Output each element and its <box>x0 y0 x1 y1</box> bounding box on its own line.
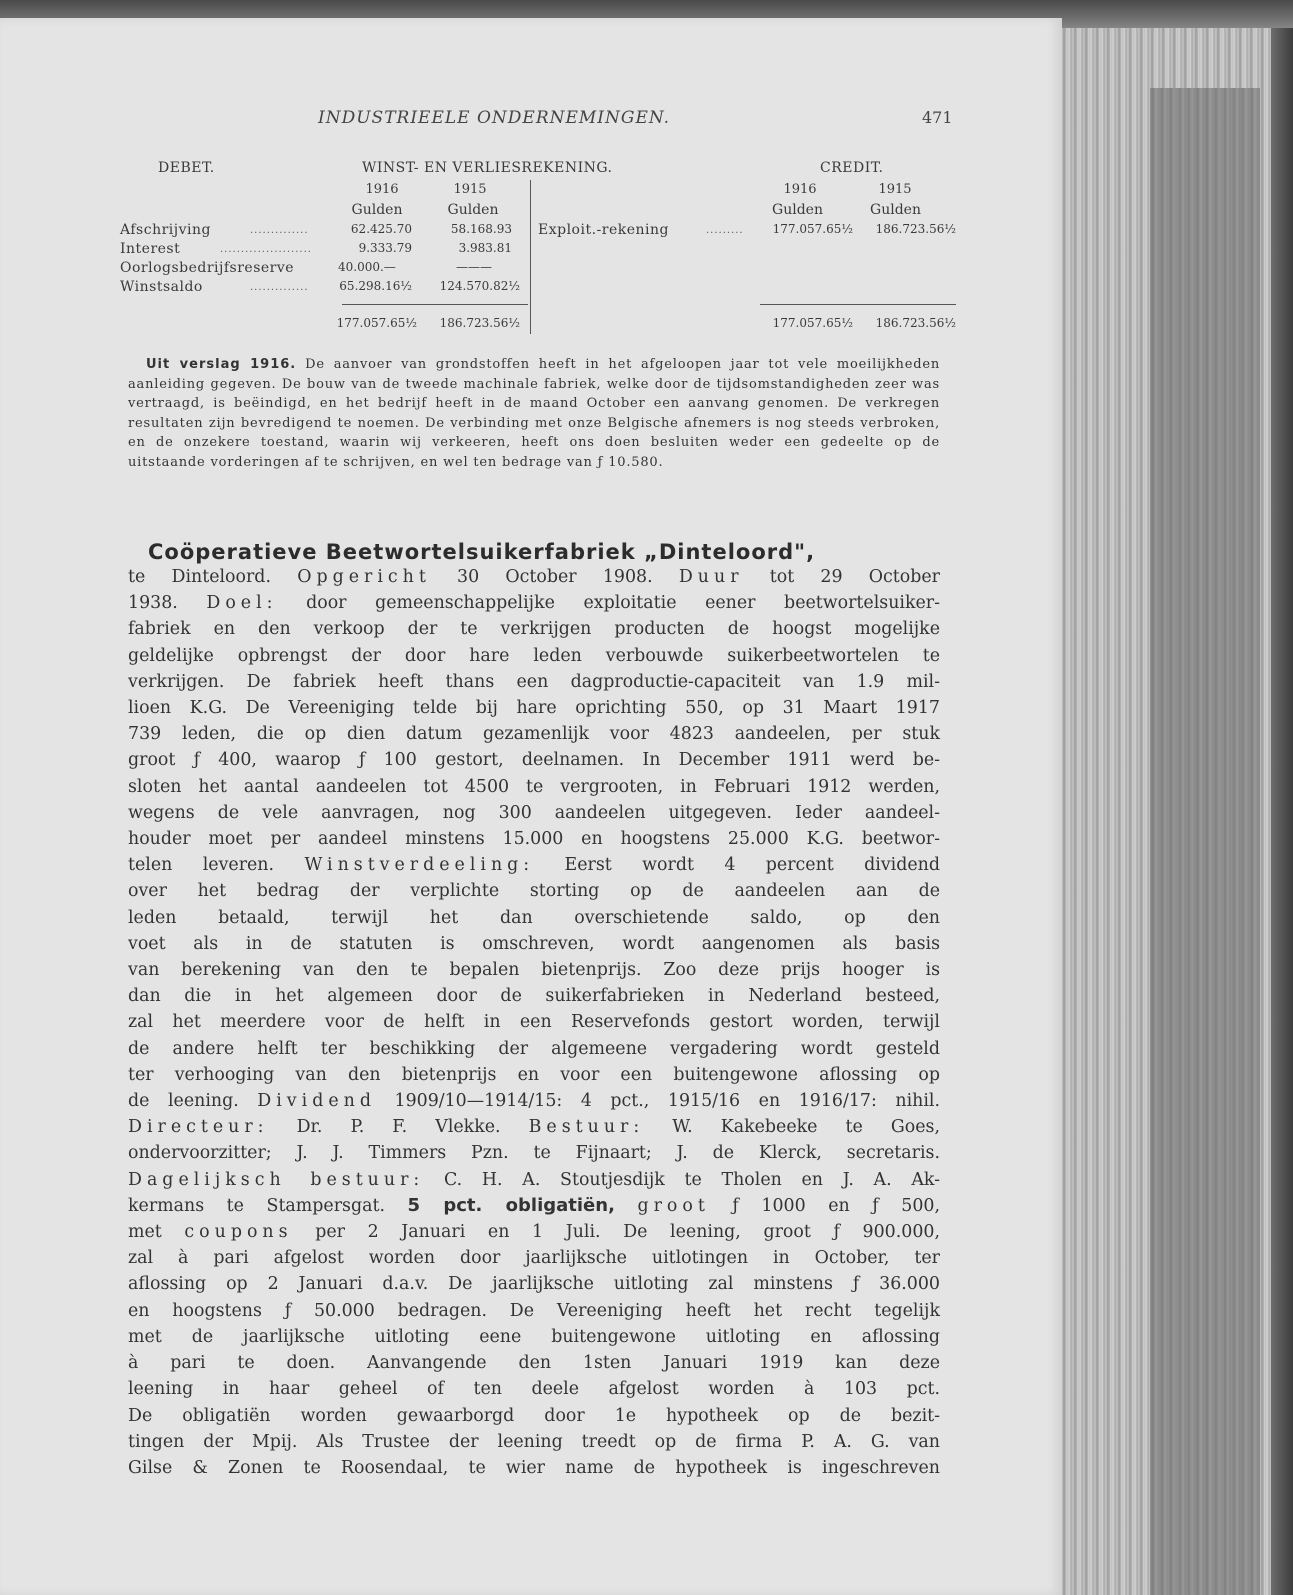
text-run: leening in haar geheel of ten deele afgelost worden à 103 pct. <box>128 1379 940 1400</box>
debet-total-rule <box>342 304 528 305</box>
credit-currency-1916: Gulden <box>772 202 823 218</box>
value-1915: 3.983.81 <box>458 241 512 255</box>
value-1915: 186.723.56½ <box>875 222 956 236</box>
book-page-edges <box>1055 28 1293 1595</box>
running-head: INDUSTRIEELE ONDERNEMINGEN. <box>318 108 671 128</box>
company-description <box>128 564 940 1481</box>
credit-total-rule <box>760 304 956 305</box>
text-line <box>128 1455 940 1481</box>
text-run: met <box>128 1222 185 1243</box>
spaced-keyword: Winstverdeeling: <box>304 855 535 876</box>
text-run: fabriek en den verkoop der te verkrijgen producten de hoogst mogelijke <box>128 619 940 640</box>
text-line <box>128 1088 940 1114</box>
text-run: Dr. P. F. Vlekke. <box>268 1117 529 1138</box>
text-line <box>128 957 940 983</box>
value-1916: 65.298.16½ <box>339 279 412 293</box>
text-run: leden betaald, terwijl het dan overschietende saldo, op den <box>128 907 940 928</box>
text-run: door gemeenschappelijke exploitatie eener beetwortelsuiker- <box>277 593 940 614</box>
ledger-row <box>538 222 958 241</box>
text-run: De obligatiën worden gewaarborgd door 1e hypotheek op de bezit- <box>128 1405 940 1426</box>
text-run: C. H. A. Stoutjesdijk te Tholen en J. A. Ak- <box>424 1169 940 1190</box>
page-edges-shadow <box>1150 88 1260 1595</box>
text-line <box>128 616 940 642</box>
debet-year-1916: 1916 <box>365 182 399 197</box>
text-run: 30 October 1908. <box>430 567 679 587</box>
text-line <box>128 643 940 669</box>
value-1916: 62.425.70 <box>350 222 412 236</box>
text-line <box>128 983 940 1009</box>
spaced-keyword: Directeur: <box>128 1117 269 1138</box>
ledger-row <box>120 241 960 260</box>
spaced-keyword: groot <box>637 1195 710 1216</box>
text-run: dan die in het algemeen door de suikerfabrieken in Nederland besteed, <box>128 986 940 1007</box>
text-run: W. Kakebeeke te Goes, <box>644 1117 940 1138</box>
text-line <box>128 1324 940 1350</box>
text-run: 739 leden, die op dien datum gezamenlijk voor 4823 aandeelen, per stuk <box>128 724 940 745</box>
text-line <box>128 878 940 904</box>
bold-keyword: 5 pct. obligatiën, <box>407 1194 615 1216</box>
spaced-keyword: Dividend <box>257 1091 376 1112</box>
text-run: ter verhooging van den bietenprijs en voor een buitengewone aflossing op <box>128 1064 940 1085</box>
text-run: de andere helft ter beschikking der algemeene vergadering wordt gesteld <box>128 1038 940 1059</box>
text-line <box>128 1036 940 1062</box>
leader-dots: .............. <box>250 225 309 236</box>
value-1916: 177.057.65½ <box>772 222 853 236</box>
annual-report-excerpt <box>128 355 940 473</box>
text-line <box>128 721 940 747</box>
report-lead: Uit verslag 1916. <box>146 357 297 372</box>
text-line <box>128 564 940 590</box>
debet-currency-1915: Gulden <box>447 202 499 218</box>
text-line <box>128 1167 940 1193</box>
text-run: met de jaarlijksche uitloting eene buitengewone uitloting en aflossing <box>128 1326 940 1347</box>
debet-total-1915: 186.723.56½ <box>439 316 520 330</box>
row-label: Winstsaldo <box>120 279 203 295</box>
text-line <box>128 931 940 957</box>
value-1915: 58.168.93 <box>450 222 512 236</box>
book-cover-edge <box>1271 28 1293 1595</box>
value-1916: 40.000.— <box>338 260 396 274</box>
text-line <box>128 1376 940 1402</box>
text-run: telen leveren. <box>128 855 305 876</box>
credit-year-1915: 1915 <box>878 182 912 197</box>
debet-label: DEBET. <box>158 160 215 176</box>
text-run <box>615 1196 638 1216</box>
text-line <box>128 1271 940 1297</box>
text-line <box>128 826 940 852</box>
debet-currency-1916: Gulden <box>351 202 403 218</box>
credit-currency-1915: Gulden <box>870 202 921 218</box>
page-number: 471 <box>922 108 953 127</box>
spaced-keyword: Opgericht <box>297 567 431 587</box>
text-line <box>128 1403 940 1429</box>
row-label: Afschrijving <box>120 222 211 238</box>
row-label: Oorlogsbedrijfsreserve <box>120 260 295 276</box>
row-label: Interest <box>120 241 181 257</box>
text-run: geldelijke opbrengst der door hare leden verbouwde suikerbeetwortelen te <box>128 645 940 666</box>
text-line <box>128 905 940 931</box>
debet-total-1916: 177.057.65½ <box>336 316 417 330</box>
text-run: te Dinteloord. <box>128 567 298 587</box>
text-run: van berekening van den te bepalen bietenprijs. Zoo deze prijs hooger is <box>128 960 940 981</box>
text-run: ondervoorzitter; J. J. Timmers Pzn. te Fijnaart; J. de Klerck, secretaris. <box>128 1143 940 1164</box>
text-line <box>128 669 940 695</box>
company-title: Coöperatieve Beetwortelsuikerfabriek „Dinteloord", <box>148 540 816 564</box>
text-line <box>128 1009 940 1035</box>
text-line <box>128 1350 940 1376</box>
text-run: per 2 Januari en 1 Juli. De leening, groot ƒ 900.000, <box>292 1222 940 1243</box>
text-run: voet als in de statuten is omschreven, wordt aangenomen als basis <box>128 933 940 954</box>
text-run: zal à pari afgelost worden door jaarlijksche uitlotingen in October, ter <box>128 1248 940 1269</box>
text-line <box>128 800 940 826</box>
text-line <box>128 1298 940 1324</box>
ledger-title: WINST- EN VERLIESREKENING. <box>362 160 613 176</box>
text-line <box>128 852 940 878</box>
ledger-row <box>120 279 960 298</box>
text-line <box>128 1245 940 1271</box>
credit-total-1916: 177.057.65½ <box>772 316 853 330</box>
debet-year-1915: 1915 <box>453 182 487 197</box>
text-run: à pari te doen. Aanvangende den 1sten Januari 1919 kan deze <box>128 1353 940 1374</box>
credit-total-1915: 186.723.56½ <box>875 316 956 330</box>
spaced-keyword: Doel: <box>206 593 278 614</box>
text-run: over het bedrag der verplichte storting op de aandeelen aan de <box>128 881 940 902</box>
text-line <box>128 774 940 800</box>
text-line <box>128 695 940 721</box>
spaced-keyword: coupons <box>184 1222 293 1243</box>
text-line <box>128 747 940 773</box>
text-run: aflossing op 2 Januari d.a.v. De jaarlijksche uitloting zal minstens ƒ 36.000 <box>128 1274 940 1295</box>
text-run: 1909/10—1914/15: 4 pct., 1915/16 en 1916/17: nihil. <box>375 1091 940 1112</box>
leader-dots: ...................... <box>220 244 312 255</box>
value-1915: 124.570.82½ <box>439 279 520 293</box>
text-line <box>128 1114 940 1140</box>
value-1915: ——— <box>456 260 492 274</box>
spaced-keyword: Dagelijksch bestuur: <box>128 1169 425 1190</box>
text-run: tingen der Mpij. Als Trustee der leening treedt op de firma P. A. G. van <box>128 1431 940 1452</box>
credit-year-1916: 1916 <box>783 182 817 197</box>
text-line <box>128 1219 940 1245</box>
text-run: tot 29 October <box>743 567 940 587</box>
text-run: Eerst wordt 4 percent dividend <box>534 855 940 876</box>
text-run: Gilse & Zonen te Roosendaal, te wier name de hypotheek is ingeschreven <box>128 1457 940 1478</box>
row-label: Exploit.-rekening <box>538 222 669 238</box>
text-run: ƒ 1000 en ƒ 500, <box>709 1195 941 1216</box>
text-run: en hoogstens ƒ 50.000 bedragen. De Vereeniging heeft het recht tegelijk <box>128 1300 940 1321</box>
text-line <box>128 1062 940 1088</box>
leader-dots: ......... <box>706 225 744 236</box>
text-run: lioen K.G. De Vereeniging telde bij hare oprichting 550, op 31 Maart 1917 <box>128 698 940 719</box>
spaced-keyword: Bestuur: <box>528 1117 645 1138</box>
ledger-total-row <box>538 316 958 335</box>
text-line <box>128 1140 940 1166</box>
credit-label: CREDIT. <box>820 160 884 176</box>
text-run: groot ƒ 400, waarop ƒ 100 gestort, deelnamen. In December 1911 werd be- <box>128 750 940 771</box>
value-1916: 9.333.79 <box>358 241 412 255</box>
text-run: verkrijgen. De fabriek heeft thans een dagproductie-capaciteit van 1.9 mil- <box>128 671 940 692</box>
text-line <box>128 1193 940 1219</box>
ledger-row <box>120 260 960 279</box>
text-run: de leening. <box>128 1091 258 1112</box>
text-run: 1938. <box>128 593 207 614</box>
text-line <box>128 1429 940 1455</box>
leader-dots: .............. <box>250 282 309 293</box>
text-line <box>128 590 940 616</box>
text-run: wegens de vele aanvragen, nog 300 aandeelen uitgegeven. Ieder aandeel- <box>128 802 940 823</box>
text-run: sloten het aantal aandeelen tot 4500 te vergrooten, in Februari 1912 werden, <box>128 776 940 797</box>
report-text: De aanvoer van grondstoffen heeft in het afgeloopen jaar tot vele moeilijkheden aanleiding gegeven. De bouw van de tweede machinale fabriek, welke door de tijdsomstandigheden zeer was vertraagd, is beëindigd, en het bedrijf heeft in de maand October een aanvang genomen. De verkregen resultaten zijn bevredigend te noemen. De verbinding met onze Belgische afnemers is nog steeds verbroken, en de onzekere toestand, waarin wij verkeeren, heeft ons doen besluiten weder een gedeelte op de uitstaande vorderingen af te schrijven, en wel ten bedrage van ƒ 10.580. <box>128 357 940 470</box>
text-run: houder moet per aandeel minstens 15.000 en hoogstens 25.000 K.G. beetwor- <box>128 829 940 850</box>
text-run: zal het meerdere voor de helft in een Reservefonds gestort worden, terwijl <box>128 1012 940 1033</box>
spaced-keyword: Duur <box>678 567 744 587</box>
text-run: kermans te Stampersgat. <box>128 1195 408 1216</box>
